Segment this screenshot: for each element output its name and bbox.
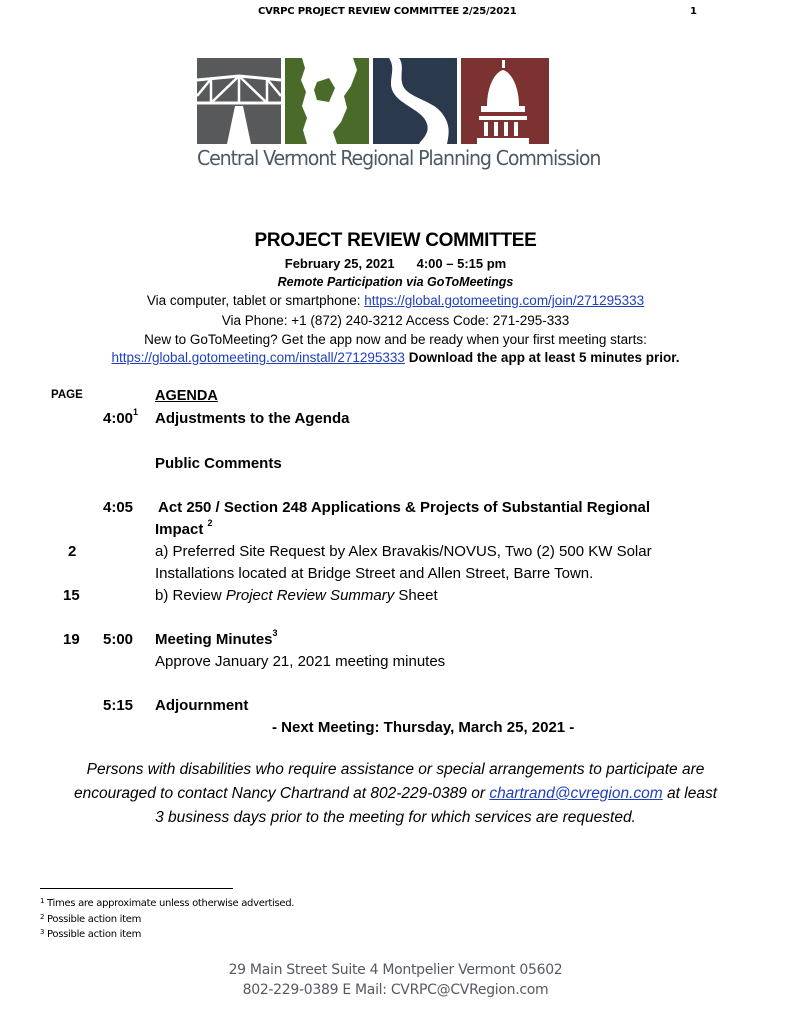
subitem-suffix: Sheet	[394, 587, 438, 604]
footnote-number: 2	[40, 913, 45, 921]
cvrpc-logo	[197, 58, 549, 144]
bridge-icon	[197, 58, 281, 144]
agenda-subitem: Approve January 21, 2021 meeting minutes	[155, 653, 446, 670]
accessibility-notice	[0, 758, 791, 830]
contact-email-link[interactable]: chartrand@cvregion.com	[489, 785, 663, 802]
agenda-page-ref: 2	[68, 543, 77, 560]
page-number: 1	[690, 6, 697, 17]
join-meeting-link[interactable]: https://global.gotomeeting.com/join/271295333	[364, 293, 645, 308]
capitol-dome-icon	[461, 58, 549, 144]
footnote-text: Times are approximate unless otherwise advertised.	[44, 898, 295, 909]
meeting-time: 4:00 – 5:15 pm	[416, 256, 507, 271]
agenda-item-title	[155, 628, 278, 648]
footnote-number: 3	[40, 928, 45, 936]
time-value: 4:00	[103, 410, 134, 427]
agenda-item-title: Adjustments to the Agenda	[155, 410, 350, 427]
running-header-title: CVRPC PROJECT REVIEW COMMITTEE 2/25/2021	[258, 6, 517, 17]
notice-text: encouraged to contact Nancy Chartrand at 802-229-0389 or	[73, 785, 490, 802]
footnote-ref: 1	[133, 407, 139, 417]
footnote-ref: 3	[272, 628, 278, 638]
footnote-divider	[40, 888, 233, 889]
remote-participation-label: Remote Participation via GoToMeetings	[277, 275, 514, 289]
footnote	[40, 914, 141, 925]
footer-address: 29 Main Street Suite 4 Montpelier Vermont 05602	[228, 962, 563, 978]
agenda-item-title-cont	[155, 518, 213, 538]
notice-line	[0, 782, 791, 806]
install-note: Download the app at least 5 minutes prior.	[404, 350, 680, 365]
river-icon	[373, 58, 457, 144]
subitem-prefix: b) Review	[155, 587, 226, 604]
agenda-item-title: Act 250 / Section 248 Applications & Projects of Substantial Regional	[158, 499, 651, 516]
agenda-subitem-cont: Installations located at Bridge Street and Allen Street, Barre Town.	[155, 565, 594, 582]
title-text: Impact	[155, 521, 208, 538]
agenda-header: AGENDA	[155, 388, 218, 404]
footnote	[40, 929, 141, 940]
computer-join-line	[0, 293, 791, 308]
footnote-text: Possible action item	[44, 914, 142, 925]
page-column-header: PAGE	[51, 389, 83, 401]
subitem-italic: Project Review Summary	[225, 587, 395, 604]
title-text: Meeting Minutes	[155, 631, 273, 648]
agenda-item-title: Public Comments	[155, 455, 282, 472]
agenda-time: 5:15	[103, 697, 134, 714]
next-meeting: - Next Meeting: Thursday, March 25, 2021 -	[272, 719, 575, 736]
agenda-page-ref: 15	[63, 587, 80, 604]
install-app-link[interactable]: https://global.gotomeeting.com/install/271295333	[111, 350, 405, 365]
organization-name: Central Vermont Regional Planning Commission	[197, 146, 601, 170]
footnote-text: Possible action item	[44, 929, 142, 940]
agenda-time: 4:05	[103, 499, 134, 516]
agenda-page-ref: 19	[63, 631, 80, 648]
install-line	[0, 350, 791, 365]
notice-line: Persons with disabilities who require assistance or special arrangements to participate are	[86, 761, 705, 778]
notice-text: at least	[662, 785, 717, 802]
footnote-ref: 2	[207, 518, 213, 528]
notice-line: 3 business days prior to the meeting for which services are requested.	[155, 809, 636, 826]
agenda-time: 5:00	[103, 631, 134, 648]
footnote	[40, 898, 294, 909]
computer-join-prefix: Via computer, tablet or smartphone:	[146, 293, 365, 308]
footnote-number: 1	[40, 897, 45, 905]
meeting-date: February 25, 2021	[284, 256, 395, 271]
new-user-line: New to GoToMeeting? Get the app now and be ready when your first meeting starts:	[144, 332, 647, 347]
meeting-date-time	[0, 256, 791, 271]
agenda-subitem	[155, 587, 438, 604]
footer-contact: 802-229-0389 E Mail: CVRPC@CVRegion.com	[242, 982, 549, 998]
document-title: PROJECT REVIEW COMMITTEE	[254, 230, 537, 251]
agenda-time	[103, 407, 139, 427]
agenda-item-title: Adjournment	[155, 697, 249, 714]
phone-line: Via Phone: +1 (872) 240-3212 Access Code: 271-295-333	[221, 313, 570, 328]
vermont-map-icon	[285, 58, 369, 144]
agenda-subitem: a) Preferred Site Request by Alex Bravakis/NOVUS, Two (2) 500 KW Solar	[155, 543, 652, 560]
